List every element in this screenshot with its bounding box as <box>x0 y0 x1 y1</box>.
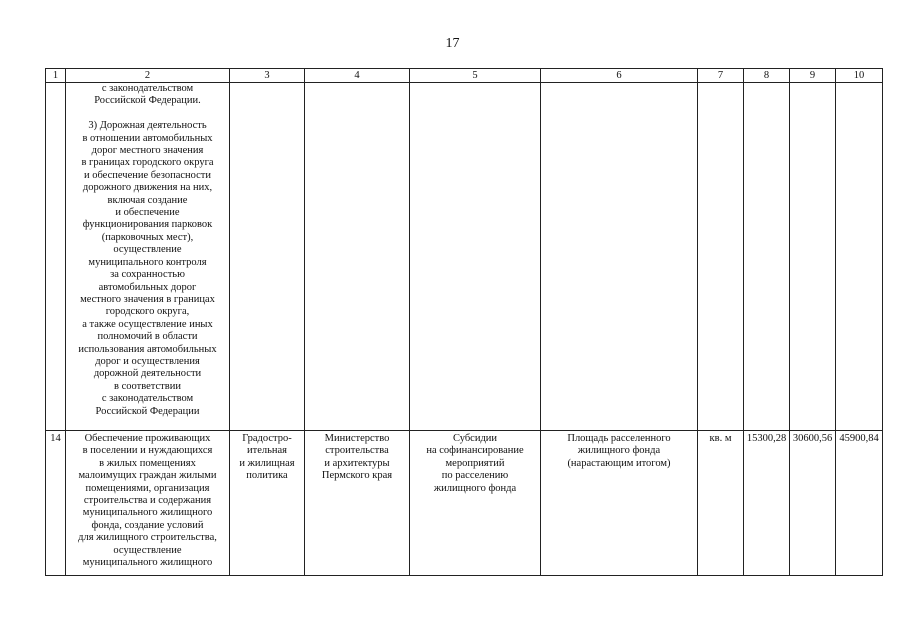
data-table <box>45 68 883 576</box>
column-header: 7 <box>698 69 744 83</box>
row-number-cell <box>46 83 66 431</box>
ministry-cell: Министерство строительства и архитектуры Пермского края <box>305 431 410 576</box>
row-number-cell: 14 <box>46 431 66 576</box>
value-cell-8 <box>744 83 790 431</box>
description-cell: Обеспечение проживающих в поселении и нуждающихся в жилых помещениях малоимущих граждан жилыми помещениями, организация строительства и содержания муниципального жилищного фонда, создание условий для жилищного строительства, осуществление муниципального жилищного <box>66 431 230 576</box>
description-cell: с законодательством Российской Федерации. 3) Дорожная деятельность в отношении автомобильных дорог местного значения в границах городского округа и обеспечение безопасности дорожного движения на них, включая создание и обеспечение функционирования парковок (парковочных мест), осуществление муниципального контроля за сохранностью автомобильных дорог местного значения в границах городского округа, а также осуществление иных полномочий в области использования автомобильных дорог и осуществления дорожной деятельности в соответствии с законодательством Российской Федерации <box>66 83 230 431</box>
value-cell-8: 15300,28 <box>744 431 790 576</box>
indicator-cell: Площадь расселенного жилищного фонда (нарастающим итогом) <box>541 431 698 576</box>
value-cell-9: 30600,56 <box>790 431 836 576</box>
ministry-cell <box>305 83 410 431</box>
column-header: 6 <box>541 69 698 83</box>
column-header: 3 <box>230 69 305 83</box>
unit-cell <box>698 83 744 431</box>
unit-cell: кв. м <box>698 431 744 576</box>
column-header: 8 <box>744 69 790 83</box>
value-cell-10: 45900,84 <box>836 431 883 576</box>
indicator-cell <box>541 83 698 431</box>
column-header: 5 <box>410 69 541 83</box>
column-header: 2 <box>66 69 230 83</box>
table-header-row <box>46 69 883 83</box>
column-header: 9 <box>790 69 836 83</box>
value-cell-9 <box>790 83 836 431</box>
measure-cell: Субсидии на софинансирование мероприятий по расселению жилищного фонда <box>410 431 541 576</box>
column-header: 4 <box>305 69 410 83</box>
program-cell <box>230 83 305 431</box>
column-header: 1 <box>46 69 66 83</box>
table-row <box>46 431 883 576</box>
value-cell-10 <box>836 83 883 431</box>
measure-cell <box>410 83 541 431</box>
program-cell: Градостро- ительная и жилищная политика <box>230 431 305 576</box>
table-row <box>46 83 883 431</box>
column-header: 10 <box>836 69 883 83</box>
page-number: 17 <box>445 36 460 51</box>
